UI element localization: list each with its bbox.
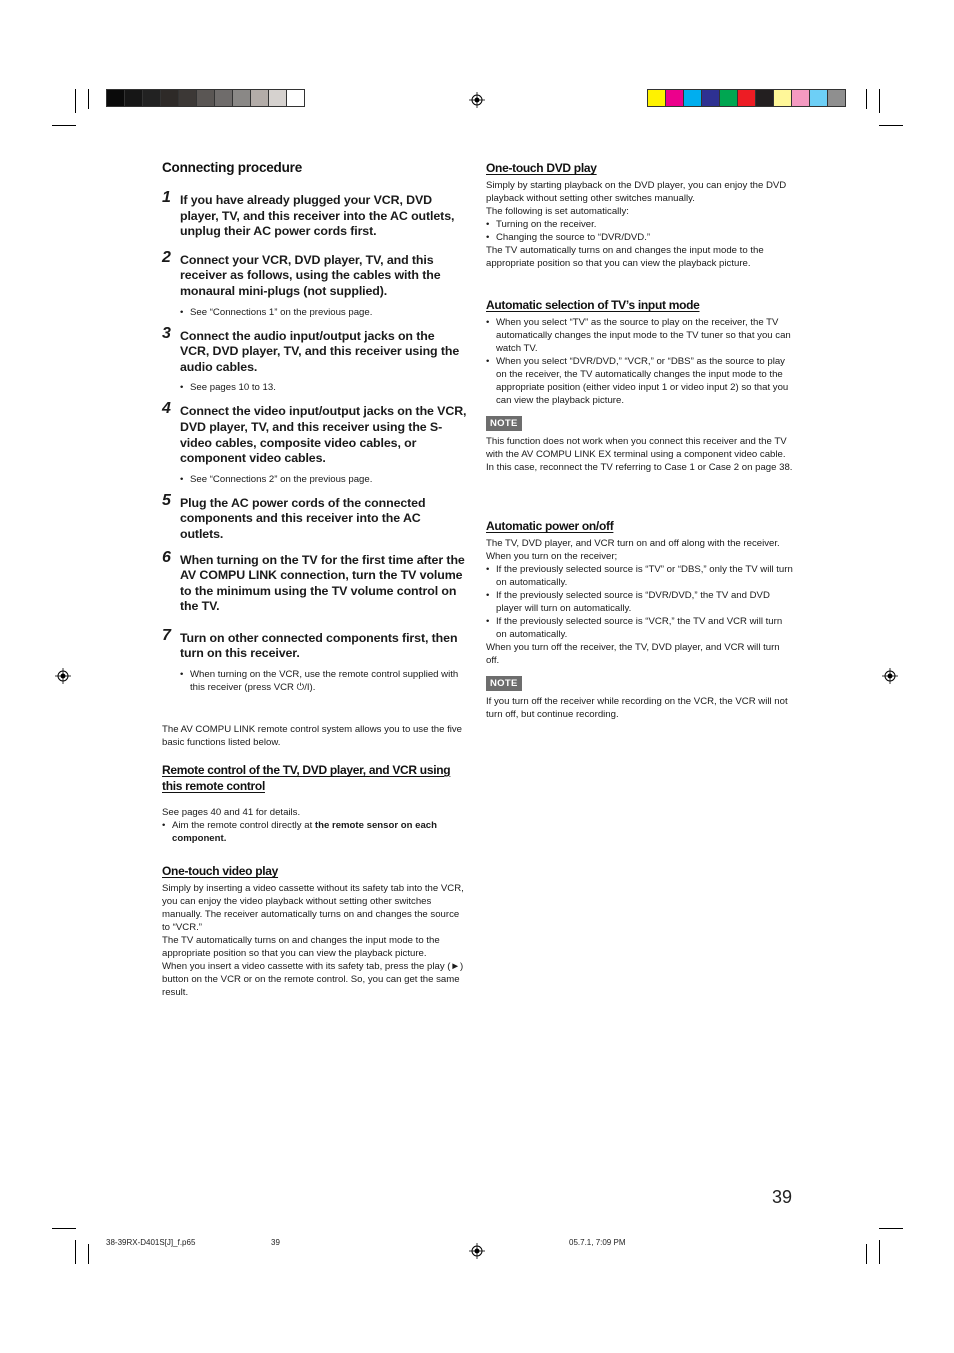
note-badge: NOTE (486, 676, 522, 691)
procedure-step (162, 248, 467, 319)
procedure-step (162, 548, 467, 615)
dvd-text-2: The following is set automatically: (486, 206, 629, 217)
step-text: Connect your VCR, DVD player, TV, and this receiver as follows, using the cables with the monaural mini-plugs (not supplied). (180, 252, 441, 298)
dvd-bullet: • Changing the source to “DVR/DVD.” (486, 231, 794, 244)
power-text-1: The TV, DVD player, and VCR turn on and off along with the receiver. (486, 538, 780, 549)
color-swatch (287, 90, 304, 106)
intro-text: The AV COMPU LINK remote control system allows you to use the five basic functions listed below. (162, 724, 463, 748)
power-bullet: • If the previously selected source is “VCR,” the TV and VCR will turn on automatically. (486, 615, 794, 641)
step-note: • See pages 10 to 13. (180, 381, 467, 394)
color-swatch (107, 90, 125, 106)
color-swatch (666, 90, 684, 106)
power-bullet: • If the previously selected source is “DVR/DVD,” the TV and DVD player will turn on automatically. (486, 589, 794, 615)
power-text-3: When you turn off the receiver, the TV, DVD player, and VCR will turn off. (486, 642, 780, 666)
step-note: • See “Connections 2” on the previous page. (180, 473, 467, 486)
procedure-step (162, 626, 467, 694)
color-swatch (828, 90, 845, 106)
footer-page: 39 (271, 1238, 280, 1247)
tvinput-bullet: • When you select “DVR/DVD,” “VCR,” or “DBS” as the source to play on the receiver, the TV automatically changes the input mode to the appropriate position (either video input 1 or video input 2) so that you can view the playback picture. (486, 355, 794, 407)
power-text-2: When you turn on the receiver; (486, 551, 618, 562)
color-swatch (269, 90, 287, 106)
section-title-remote-control: Remote control of the TV, DVD player, and VCR using this remote control (162, 763, 451, 793)
color-swatch (810, 90, 828, 106)
step-number: 4 (162, 400, 171, 418)
color-swatch (702, 90, 720, 106)
remote-details-text: See pages 40 and 41 for details. (162, 807, 301, 818)
page-number: 39 (772, 1187, 793, 1207)
step-number: 3 (162, 324, 171, 342)
step-number: 5 (162, 491, 171, 509)
step-text: If you have already plugged your VCR, DVD player, TV, and this receiver into the AC outlets, unplug their AC power cords first. (180, 193, 455, 239)
one-touch-dvd-section (486, 160, 794, 270)
section-title-auto-power: Automatic power on/off (486, 519, 614, 533)
color-swatch (648, 90, 666, 106)
color-swatch (215, 90, 233, 106)
step-number: 7 (162, 626, 171, 644)
dvd-bullet: • Turning on the receiver. (486, 218, 794, 231)
color-swatch (720, 90, 738, 106)
procedure-steps (162, 189, 467, 694)
footer-filename: 38-39RX-D401S[J]_f.p65 (106, 1238, 196, 1247)
color-swatch (197, 90, 215, 106)
power-note-text: If you turn off the receiver while recording on the VCR, the VCR will not turn off, but continue recording. (486, 696, 788, 720)
color-swatch (756, 90, 774, 106)
dvd-text-1: Simply by starting playback on the DVD player, you can enjoy the DVD playback without setting other switches manually. (486, 180, 787, 204)
color-swatch (143, 90, 161, 106)
registration-mark-icon (469, 92, 485, 108)
cmyk-color-bar (647, 89, 846, 107)
procedure-step (162, 324, 467, 395)
remote-bullet: • Aim the remote control directly at the remote sensor on each component. (162, 819, 472, 845)
section-title-connecting-procedure: Connecting procedure (162, 160, 303, 175)
step-note: • When turning on the VCR, use the remote control supplied with this receiver (press VCR ⏻/I). (180, 668, 467, 694)
color-swatch (161, 90, 179, 106)
power-bullet: • If the previously selected source is “TV” or “DBS,” only the TV will turn on automatically. (486, 563, 794, 589)
color-swatch (125, 90, 143, 106)
registration-mark-icon (55, 668, 71, 684)
color-swatch (179, 90, 197, 106)
dvd-text-3: The TV automatically turns on and changes the input mode to the appropriate position so that you can view the playback picture. (486, 245, 764, 269)
section-title-one-touch-video: One-touch video play (162, 864, 279, 878)
step-number: 6 (162, 548, 171, 566)
video-body-text-3: When you insert a video cassette with its safety tab, press the play (►) button on the VCR or on the remote control. So, you can get the same result. (162, 961, 464, 998)
footer-date: 05.7.1, 7:09 PM (569, 1238, 626, 1247)
step-text: When turning on the TV for the first time after the AV COMPU LINK connection, turn the TV volume to the minimum using the TV volume control on the TV. (180, 552, 465, 614)
tv-input-section (486, 297, 794, 474)
procedure-step (162, 400, 467, 485)
step-text: Turn on other connected components first, then turn on this receiver. (180, 630, 458, 661)
auto-power-section (486, 518, 794, 721)
color-swatch (233, 90, 251, 106)
one-touch-video-section (162, 863, 467, 999)
section-title-tv-input: Automatic selection of TV’s input mode (486, 298, 700, 312)
step-number: 2 (162, 248, 171, 266)
step-text: Connect the audio input/output jacks on the VCR, DVD player, TV, and this receiver using the audio cables. (180, 328, 460, 374)
intro-paragraph (162, 723, 462, 749)
video-body-text-2: The TV automatically turns on and changes the input mode to the appropriate position so that you can view the playback picture. (162, 935, 440, 959)
section-title-one-touch-dvd: One-touch DVD play (486, 161, 597, 175)
video-body-text: Simply by inserting a video cassette without its safety tab into the VCR, you can enjoy the video playback without setting other switches manually. The receiver automatically turns on and changes the source to “VCR.” (162, 883, 464, 933)
color-swatch (251, 90, 269, 106)
registration-mark-icon (469, 1243, 485, 1259)
tvinput-bullet: • When you select “TV” as the source to play on the receiver, the TV automatically changes the input mode to the TV tuner so that you can watch TV. (486, 316, 794, 355)
color-swatch (774, 90, 792, 106)
tvinput-note-text: This function does not work when you connect this receiver and the TV with the AV COMPU LINK EX terminal using a component video cable. In this case, reconnect the TV referring to Case 1 or Case 2 on page 38. (486, 436, 793, 473)
step-note: • See “Connections 1” on the previous page. (180, 306, 467, 319)
color-swatch (684, 90, 702, 106)
color-swatch (738, 90, 756, 106)
registration-mark-icon (882, 668, 898, 684)
procedure-step (162, 189, 467, 240)
grayscale-color-bar (106, 89, 305, 107)
note-badge: NOTE (486, 416, 522, 431)
step-text: Connect the video input/output jacks on the VCR, DVD player, TV, and this receiver using the S-video cables, composite video cables, or component video cables. (180, 404, 467, 466)
step-number: 1 (162, 189, 171, 206)
remote-control-section (162, 762, 472, 845)
procedure-step (162, 491, 467, 543)
step-text: Plug the AC power cords of the connected components and this receiver into the AC outlets. (180, 495, 426, 541)
color-swatch (792, 90, 810, 106)
